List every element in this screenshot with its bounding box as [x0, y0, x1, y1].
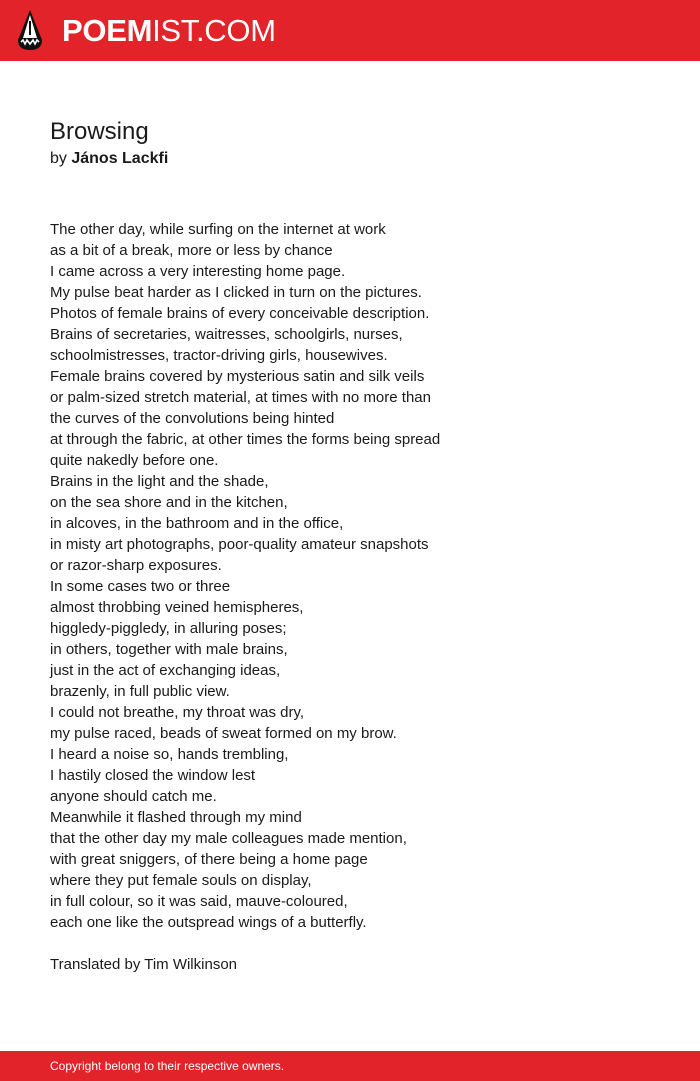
poem-byline: [50, 148, 168, 170]
poem-line: almost throbbing veined hemispheres,: [50, 599, 304, 616]
poem-line: quite nakedly before one.: [50, 452, 219, 469]
poem-author: János Lackfi: [71, 150, 169, 167]
poem-line: schoolmistresses, tractor-driving girls, housewives.: [50, 347, 388, 364]
poem-line: Female brains covered by mysterious satin and silk veils: [50, 368, 425, 385]
poem-line: My pulse beat harder as I clicked in turn on the pictures.: [50, 284, 422, 301]
poem-line: at through the fabric, at other times the forms being spread: [50, 431, 441, 448]
poem-line: where they put female souls on display,: [50, 872, 312, 889]
poem-body: [50, 219, 610, 933]
poem-line: I could not breathe, my throat was dry,: [50, 704, 305, 721]
poem-line: I heard a noise so, hands trembling,: [50, 746, 289, 763]
poem-line: The other day, while surfing on the internet at work: [50, 221, 386, 238]
poem-line: I hastily closed the window lest: [50, 767, 256, 784]
poem-line: on the sea shore and in the kitchen,: [50, 494, 288, 511]
brand-strong: POEM: [62, 13, 153, 48]
poem-line: higgledy-piggledy, in alluring poses;: [50, 620, 287, 637]
poem-line: in misty art photographs, poor-quality amateur snapshots: [50, 536, 429, 553]
site-logo-text[interactable]: [62, 11, 276, 51]
poem-title: Browsing: [50, 118, 149, 145]
site-footer: [0, 1051, 700, 1081]
poem-line: the curves of the convolutions being hinted: [50, 410, 335, 427]
poem-line: or palm-sized stretch material, at times with no more than: [50, 389, 431, 406]
poem-line: Meanwhile it flashed through my mind: [50, 809, 302, 826]
poem-line: Photos of female brains of every conceivable description.: [50, 305, 430, 322]
poem-line: in alcoves, in the bathroom and in the office,: [50, 515, 344, 532]
poem-line: anyone should catch me.: [50, 788, 217, 805]
poem-line: as a bit of a break, more or less by chance: [50, 242, 333, 259]
poem-line: brazenly, in full public view.: [50, 683, 230, 700]
poem-line: or razor-sharp exposures.: [50, 557, 222, 574]
translator-credit: Translated by Tim Wilkinson: [50, 956, 238, 973]
poem-line: in others, together with male brains,: [50, 641, 288, 658]
site-header: [0, 0, 700, 61]
poem-line: my pulse raced, beads of sweat formed on my brow.: [50, 725, 397, 742]
poem-line: that the other day my male colleagues made mention,: [50, 830, 407, 847]
copyright-notice: Copyright belong to their respective owners.: [50, 1059, 285, 1073]
poem-line: Brains of secretaries, waitresses, schoolgirls, nurses,: [50, 326, 403, 343]
poem-line: I came across a very interesting home page.: [50, 263, 346, 280]
poem-line: Brains in the light and the shade,: [50, 473, 269, 490]
poem-line: just in the act of exchanging ideas,: [50, 662, 281, 679]
poem-line: in full colour, so it was said, mauve-coloured,: [50, 893, 348, 910]
brand-light: IST.COM: [152, 13, 276, 48]
poem-line: each one like the outspread wings of a butterfly.: [50, 914, 367, 931]
pencil-nib-icon[interactable]: [17, 9, 43, 51]
poem-line: with great sniggers, of there being a home page: [50, 851, 368, 868]
by-label: by: [50, 150, 72, 167]
poem-line: In some cases two or three: [50, 578, 231, 595]
